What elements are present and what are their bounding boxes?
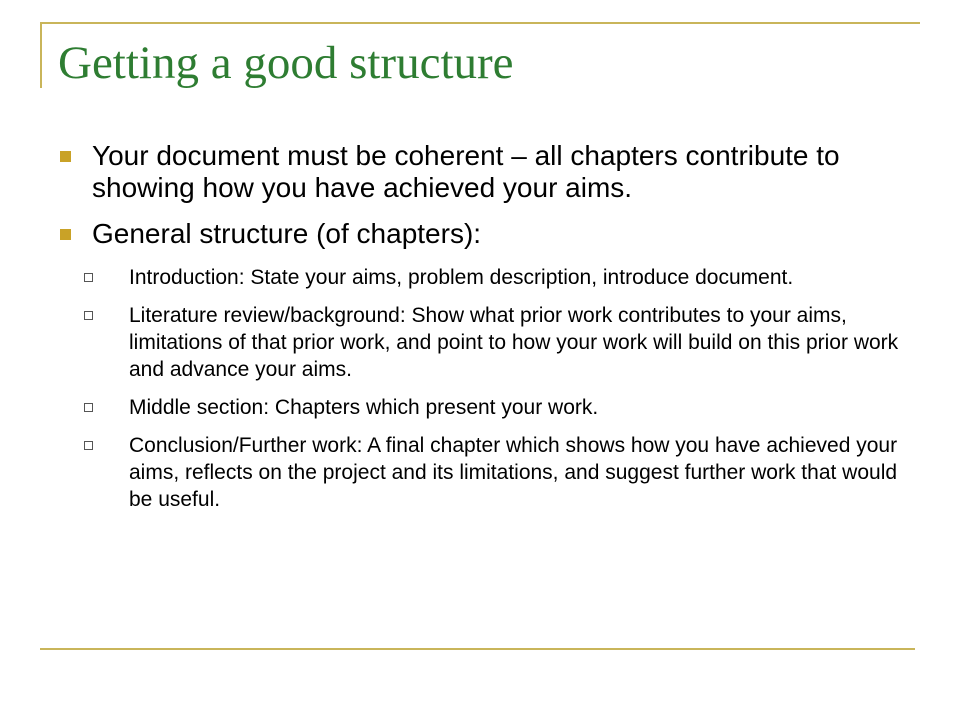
square-bullet-icon [60,229,71,240]
sub-bullet-text: Middle section: Chapters which present your work. [129,396,599,419]
sub-bullet-middle-section [60,394,915,421]
hollow-square-bullet-icon [84,273,93,282]
slide-title: Getting a good structure [58,37,514,89]
sub-bullet-text: Introduction: State your aims, problem description, introduce document. [129,266,794,289]
frame-bottom-line [40,648,915,650]
sub-bullet-literature-review [60,302,915,383]
sub-bullet-conclusion [60,432,915,513]
hollow-square-bullet-icon [84,441,93,450]
sub-bullet-introduction [60,264,915,291]
bullet-text: General structure (of chapters): [92,218,482,249]
frame-top-line [40,22,920,24]
sub-bullet-text: Literature review/background: Show what prior work contributes to your aims, limitations of that prior work, and point to how your work will build on this prior work and advance your aims. [129,304,899,381]
frame-left-line [40,22,42,88]
square-bullet-icon [60,151,71,162]
slide-body [60,140,915,524]
hollow-square-bullet-icon [84,403,93,412]
hollow-square-bullet-icon [84,311,93,320]
sub-bullet-text: Conclusion/Further work: A final chapter which shows how you have achieved your aims, reflects on the project and its limitations, and suggest further work that would be useful. [129,434,898,511]
bullet-text: Your document must be coherent – all chapters contribute to showing how you have achieved your aims. [92,140,840,203]
bullet-coherence [60,140,915,204]
bullet-general-structure [60,218,915,250]
